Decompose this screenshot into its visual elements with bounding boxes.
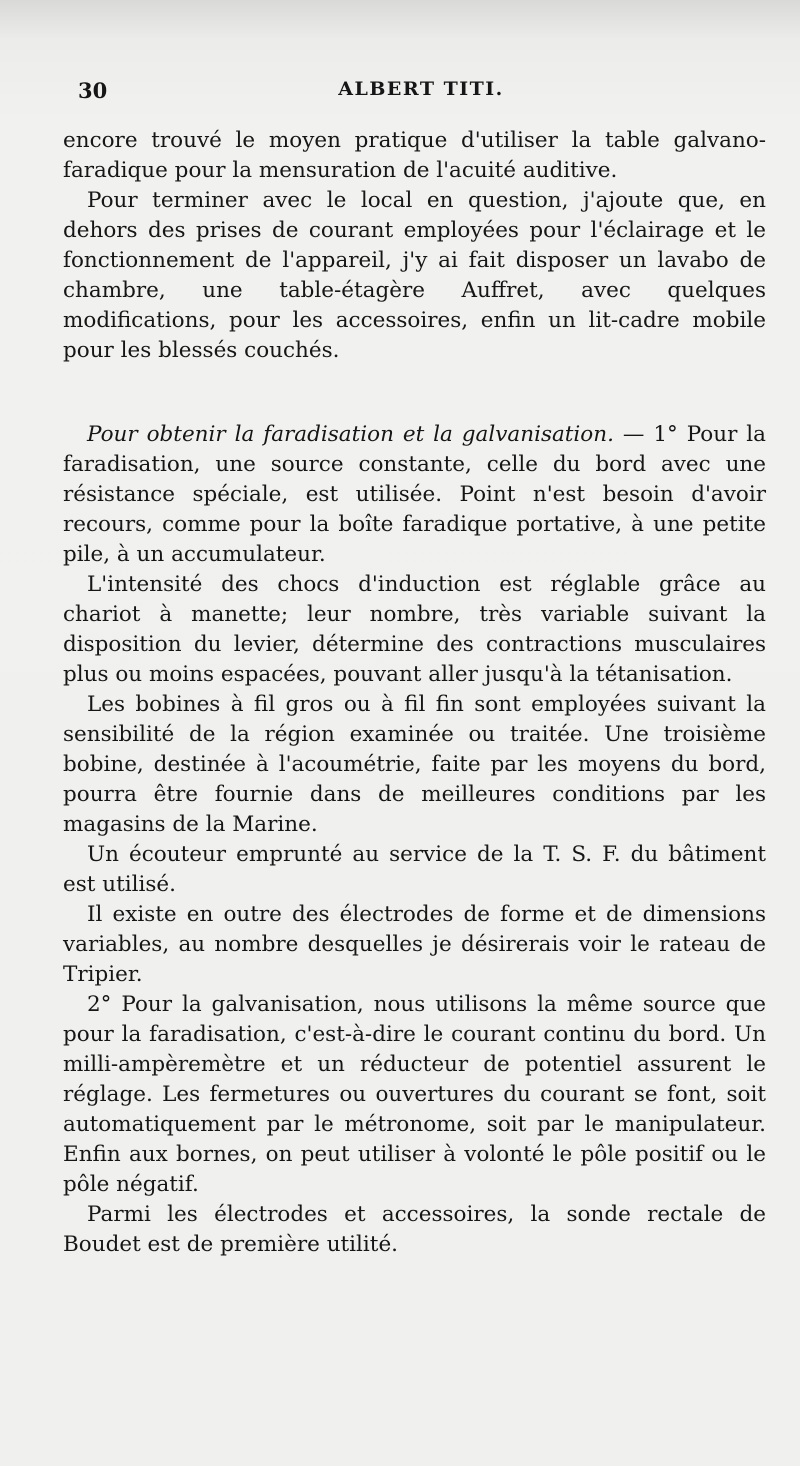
paragraph-intensity: L'intensité des chocs d'induction est réglable grâce au chariot à manette; leur nombre, très variable suivant la disposition du levier, détermine des contractions musculaires plus ou moins espacées, pouvant aller jusqu'à la tétanisation. [63,572,766,687]
section-lead-text: — 1° Pour la faradisation, une source constante, celle du bord avec une résistance spéciale, est utilisée. Point n'est besoin d'avoir recours, comme pour la boîte faradique portative, à une petite pile, à un accumulateur. [63,422,766,567]
paragraph-accessoires: Parmi les électrodes et accessoires, la sonde rectale de Boudet est de première utilité. [63,1202,766,1257]
paragraph-bobines: Les bobines à fil gros ou à fil fin sont employées suivant la sensibilité de la région examinée ou traitée. Une troisième bobine, destinée à l'acoumétrie, faite par les moyens du bord, pourra être fournie dans de meilleures conditions par les magasins de la Marine. [63,692,766,837]
paragraph-ecouteur: Un écouteur emprunté au service de la T. S. F. du bâtiment est utilisé. [63,842,766,897]
text-block-faradisation [63,420,766,1260]
page-number: 30 [78,78,108,103]
text-block-local [63,126,766,366]
paragraph-continuation: encore trouvé le moyen pratique d'utiliser la table galvano-faradique pour la mensuration de l'acuité auditive. [63,128,766,183]
paragraph-section-intro [63,420,766,570]
paragraph-galvanisation: 2° Pour la galvanisation, nous utilisons la même source que pour la faradisation, c'est-à-dire le courant continu du bord. Un milli-ampèremètre et un réducteur de potentiel assurent le réglage. Les fermetures ou ouvertures du courant se font, soit automatiquement par le métronome, soit par le manipulateur. Enfin aux bornes, on peut utiliser à volonté le pôle positif ou le pôle négatif. [63,992,766,1197]
page-header [78,78,764,108]
section-title: Pour obtenir la faradisation et la galvanisation. [87,422,614,447]
running-head: ALBERT TITI. [338,78,504,100]
paragraph-electrodes: Il existe en outre des électrodes de forme et de dimensions variables, au nombre desquelles je désirerais voir le rateau de Tripier. [63,902,766,987]
paragraph-local-description: Pour terminer avec le local en question, j'ajoute que, en dehors des prises de courant employées pour l'éclairage et le fonctionnement de l'appareil, j'y ai fait disposer un lavabo de chambre, une table-étagère Auffret, avec quelques modifications, pour les accessoires, enfin un lit-cadre mobile pour les blessés couchés. [63,188,766,363]
